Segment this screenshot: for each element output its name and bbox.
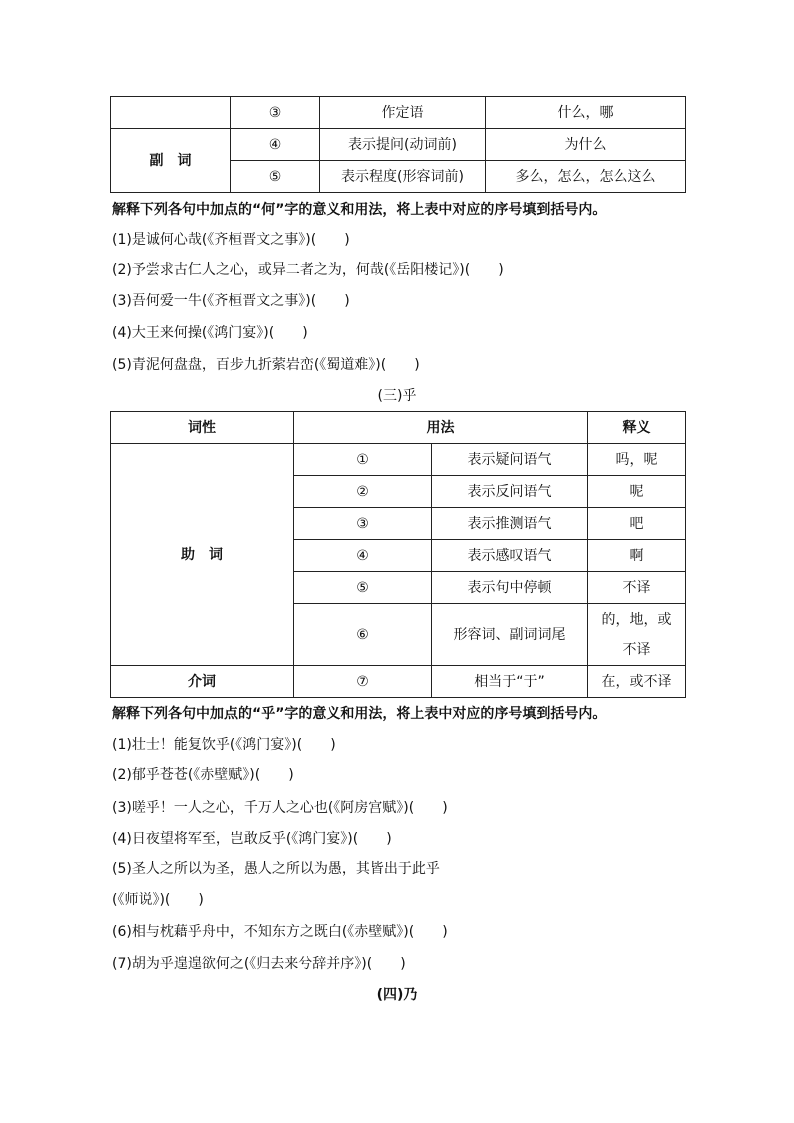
table-cell: ⑤ (294, 572, 432, 604)
table-cell: 表示反问语气 (432, 476, 588, 508)
hu-question-5-source: (《师说》)( ) (112, 892, 204, 908)
table-cell: 吧 (588, 508, 686, 540)
hu-question-7: (7)胡为乎遑遑欲何之(《归去来兮辞并序》)( ) (112, 956, 406, 972)
hu-question-3: (3)嗟乎！一人之心，千万人之心也(《阿房宫赋》)( ) (112, 800, 448, 816)
pos-label-adverb: 副 词 (111, 129, 231, 193)
table-cell: 形容词、副词词尾 (432, 604, 588, 666)
table-cell: 表示句中停顿 (432, 572, 588, 604)
hu-usage-table (110, 411, 686, 698)
table-cell: ① (294, 444, 432, 476)
he-question-5: (5)青泥何盘盘，百步九折萦岩峦(《蜀道难》)( ) (112, 357, 420, 373)
table-cell: 表示提问(动词前) (320, 129, 486, 161)
table-row (111, 97, 686, 129)
table-cell: 不译 (588, 572, 686, 604)
table-row (111, 666, 686, 698)
he-instruction: 解释下列各句中加点的“何”字的意义和用法，将上表中对应的序号填到括号内。 (112, 202, 607, 218)
table-cell: ⑦ (294, 666, 432, 698)
meaning-line: 不译 (622, 641, 651, 658)
table-cell: 表示推测语气 (432, 508, 588, 540)
hu-question-4: (4)日夜望将军至，岂敢反乎(《鸿门宴》)( ) (112, 831, 392, 847)
table-cell: 什么，哪 (486, 97, 686, 129)
he-usage-table (110, 96, 686, 193)
table-cell: 表示程度(形容词前) (320, 161, 486, 193)
he-question-4: (4)大王来何操(《鸿门宴》)( ) (112, 325, 308, 341)
header-meaning: 释义 (588, 412, 686, 444)
table-cell: ⑥ (294, 604, 432, 666)
section-heading-hu: (三)乎 (377, 388, 417, 404)
hu-instruction: 解释下列各句中加点的“乎”字的意义和用法，将上表中对应的序号填到括号内。 (112, 706, 607, 722)
table-header-row (111, 412, 686, 444)
table-cell (111, 97, 231, 129)
pos-label-particle: 助 词 (111, 444, 294, 666)
table-cell: ⑤ (231, 161, 320, 193)
section-heading-nai: (四)乃 (376, 987, 418, 1003)
table-cell (588, 604, 686, 666)
table-cell: 相当于“于” (432, 666, 588, 698)
hu-question-2: (2)郁乎苍苍(《赤壁赋》)( ) (112, 767, 294, 783)
he-question-3: (3)吾何爱一牛(《齐桓晋文之事》)( ) (112, 293, 350, 309)
table-cell: 为什么 (486, 129, 686, 161)
table-cell: ④ (231, 129, 320, 161)
table-cell: 呢 (588, 476, 686, 508)
table-cell: ④ (294, 540, 432, 572)
table-cell: 表示疑问语气 (432, 444, 588, 476)
table-cell: ③ (231, 97, 320, 129)
table-cell: ③ (294, 508, 432, 540)
header-pos: 词性 (111, 412, 294, 444)
table-cell: 啊 (588, 540, 686, 572)
he-question-2: (2)予尝求古仁人之心，或异二者之为，何哉(《岳阳楼记》)( ) (112, 262, 504, 278)
he-question-1: (1)是诚何心哉(《齐桓晋文之事》)( ) (112, 232, 350, 248)
pos-label-preposition: 介词 (111, 666, 294, 698)
table-cell: 在，或不译 (588, 666, 686, 698)
table-cell: ② (294, 476, 432, 508)
table-cell: 作定语 (320, 97, 486, 129)
table-cell: 吗，呢 (588, 444, 686, 476)
meaning-line: 的，地，或 (601, 611, 672, 628)
hu-question-6: (6)相与枕藉乎舟中，不知东方之既白(《赤壁赋》)( ) (112, 924, 448, 940)
hu-question-5: (5)圣人之所以为圣，愚人之所以为愚，其皆出于此乎 (112, 861, 440, 877)
table-row (111, 129, 686, 161)
table-cell: 表示感叹语气 (432, 540, 588, 572)
header-usage: 用法 (294, 412, 588, 444)
hu-question-1: (1)壮士！能复饮乎(《鸿门宴》)( ) (112, 737, 336, 753)
table-cell: 多么，怎么，怎么这么 (486, 161, 686, 193)
table-row (111, 444, 686, 476)
